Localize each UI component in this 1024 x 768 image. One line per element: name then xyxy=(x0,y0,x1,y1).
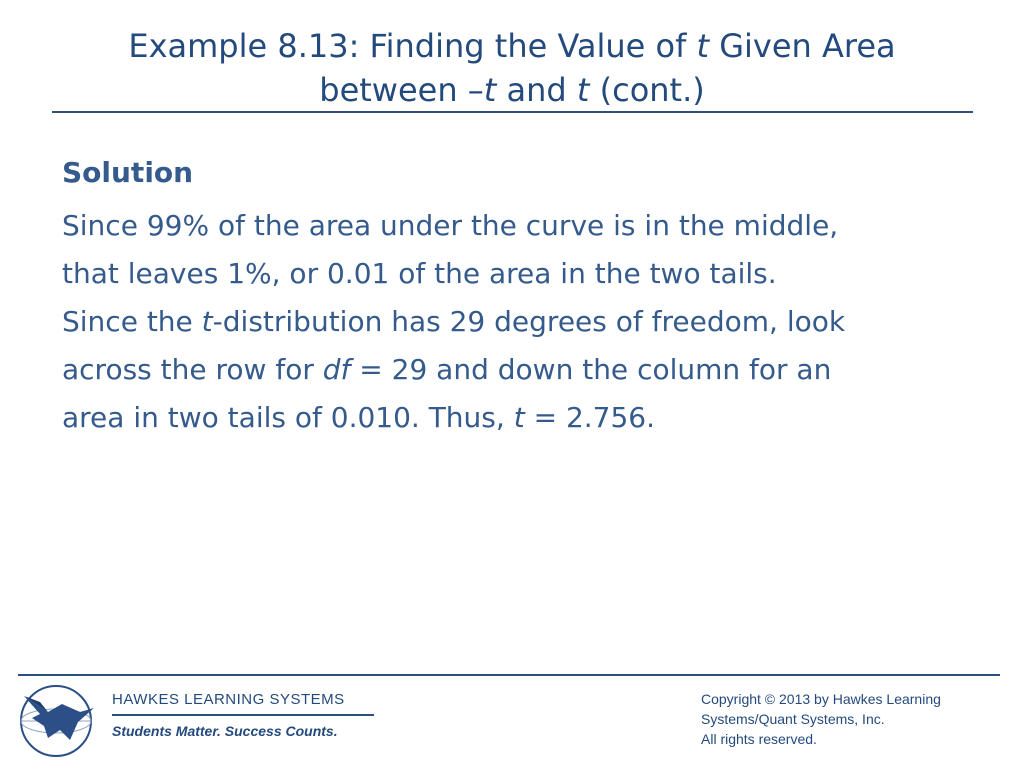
body-line: Since 99% of the area under the curve is in the middle, xyxy=(62,209,839,242)
title-text: Example 8.13: Finding the Value of xyxy=(128,27,697,65)
footer-divider xyxy=(18,674,1000,676)
copyright-notice xyxy=(701,689,1011,749)
title-text: Given Area xyxy=(709,27,896,65)
hawk-globe-logo-icon xyxy=(18,682,98,760)
body-variable-df: df xyxy=(322,353,351,386)
solution-heading: Solution xyxy=(62,156,194,189)
body-text: = 29 and down the column for an xyxy=(350,353,832,386)
title-variable-t: t xyxy=(696,27,710,65)
body-line xyxy=(62,394,982,442)
brand-name: HAWKES LEARNING SYSTEMS xyxy=(112,690,374,716)
title-divider xyxy=(52,111,973,113)
slide-title xyxy=(52,24,972,112)
body-line xyxy=(62,298,982,346)
body-text: Since the xyxy=(62,305,202,338)
body-text: = 2.756. xyxy=(524,401,656,434)
title-variable-t: t xyxy=(576,71,590,109)
body-line: that leaves 1%, or 0.01 of the area in the two tails. xyxy=(62,257,777,290)
body-text: area in two tails of 0.010. Thus, xyxy=(62,401,514,434)
title-variable-t: t xyxy=(483,71,497,109)
slide-body xyxy=(62,148,982,442)
brand-block xyxy=(112,690,387,740)
copyright-line: All rights reserved. xyxy=(701,731,817,747)
brand-tagline: Students Matter. Success Counts. xyxy=(112,723,338,739)
copyright-line: Systems/Quant Systems, Inc. xyxy=(701,711,885,727)
title-text: (cont.) xyxy=(589,71,705,109)
body-variable-t: t xyxy=(201,305,213,338)
body-text: across the row for xyxy=(62,353,323,386)
solution-paragraph xyxy=(62,202,982,442)
body-variable-t: t xyxy=(513,401,525,434)
copyright-line: Copyright © 2013 by Hawkes Learning xyxy=(701,691,941,707)
body-text: -distribution has 29 degrees of freedom, look xyxy=(212,305,846,338)
title-line-1 xyxy=(52,24,972,68)
title-text: and xyxy=(496,71,577,109)
body-line xyxy=(62,346,982,394)
title-line-2 xyxy=(52,68,972,112)
title-text: between xyxy=(319,71,468,109)
title-minus-sign: – xyxy=(467,71,484,109)
